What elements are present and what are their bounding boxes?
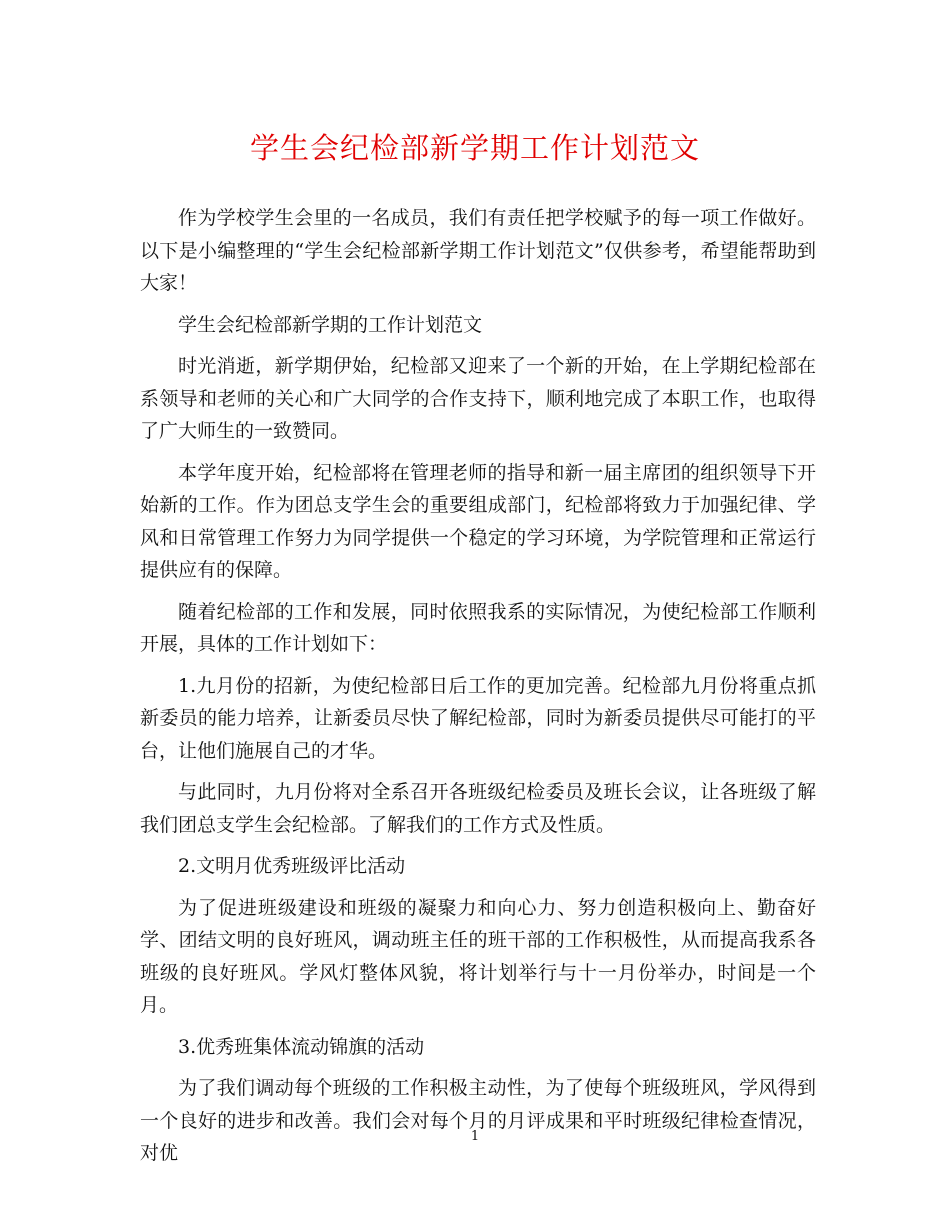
paragraph: 为了我们调动每个班级的工作积极主动性，为了使每个班级班风，学风得到一个良好的进步和改善。我们会对每个月的月评成果和平时班级纪律检查情况，对优 [140, 1077, 816, 1164]
paragraph: 时光消逝，新学期伊始，纪检部又迎来了一个新的开始，在上学期纪检部在系领导和老师的关心和广大同学的合作支持下，顺利地完成了本职工作，也取得了广大师生的一致赞同。 [140, 355, 816, 442]
paragraph-item-1: 1.九月份的招新，为使纪检部日后工作的更加完善。纪检部九月份将重点抓新委员的能力培养，让新委员尽快了解纪检部，同时为新委员提供尽可能打的平台，让他们施展自己的才华。 [140, 674, 816, 762]
paragraph: 与此同时，九月份将对全系召开各班级纪检委员及班长会议，让各班级了解我们团总支学生会纪检部。了解我们的工作方式及性质。 [140, 781, 816, 836]
paragraph: 为了促进班级建设和班级的凝聚力和向心力、努力创造积极向上、勤奋好学、团结文明的良好班风，调动班主任的班干部的工作积极性，从而提高我系各班级的良好班风。学风灯整体风貌，将计划举行与十一月份举办，时间是一个月。 [140, 896, 816, 1016]
paragraph-intro: 作为学校学生会里的一名成员，我们有责任把学校赋予的每一项工作做好。以下是小编整理的“学生会纪检部新学期工作计划范文”仅供参考，希望能帮助到大家！ [140, 207, 816, 294]
page-number: 1 [470, 1129, 480, 1144]
paragraph: 随着纪检部的工作和发展，同时依照我系的实际情况，为使纪检部工作顺利开展，具体的工作计划如下： [140, 600, 816, 655]
paragraph-item-3: 3.优秀班集体流动锦旗的活动 [178, 1035, 425, 1058]
paragraph-subtitle: 学生会纪检部新学期的工作计划范文 [178, 313, 483, 336]
paragraph-item-2: 2.文明月优秀班级评比活动 [178, 855, 406, 877]
document-title: 学生会纪检部新学期工作计划范文 [249, 131, 700, 165]
paragraph: 本学年度开始，纪检部将在管理老师的指导和新一届主席团的组织领导下开始新的工作。作为团总支学生会的重要组成部门，纪检部将致力于加强纪律、学风和日常管理工作努力为同学提供一个稳定的学习环境，为学院管理和正常运行提供应有的保障。 [140, 461, 816, 581]
document-body [140, 202, 816, 1179]
